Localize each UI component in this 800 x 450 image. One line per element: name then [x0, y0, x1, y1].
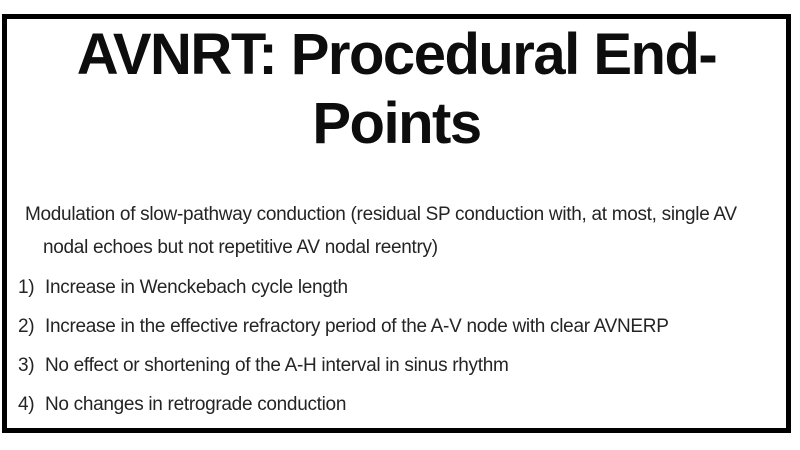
- slide-title: [7, 19, 786, 158]
- list-item: [7, 349, 786, 382]
- slide-title-line-1: AVNRT: Procedural End-: [76, 22, 717, 87]
- list-item: [7, 388, 786, 421]
- intro-line-2: nodal echoes but not repetitive AV nodal reentry): [43, 237, 438, 258]
- list-item-number: 4): [18, 394, 35, 415]
- slide-title-line-2: Points: [312, 91, 481, 156]
- list-item-text: No changes in retrograde conduction: [45, 394, 347, 415]
- list-item-number: 1): [18, 277, 35, 298]
- slide-frame: [2, 14, 791, 433]
- numbered-list: [7, 271, 786, 421]
- intro-paragraph: [25, 198, 786, 264]
- list-item-number: 3): [18, 355, 35, 376]
- list-item-text: Increase in the effective refractory period of the A-V node with clear AVNERP: [45, 316, 669, 337]
- list-item-text: Increase in Wenckebach cycle length: [45, 277, 348, 298]
- list-item-text: No effect or shortening of the A-H interval in sinus rhythm: [45, 355, 509, 376]
- list-item: [7, 310, 786, 343]
- intro-line-1: Modulation of slow-pathway conduction (residual SP conduction with, at most, single AV: [25, 204, 737, 225]
- list-item: [7, 271, 786, 304]
- list-item-number: 2): [18, 316, 35, 337]
